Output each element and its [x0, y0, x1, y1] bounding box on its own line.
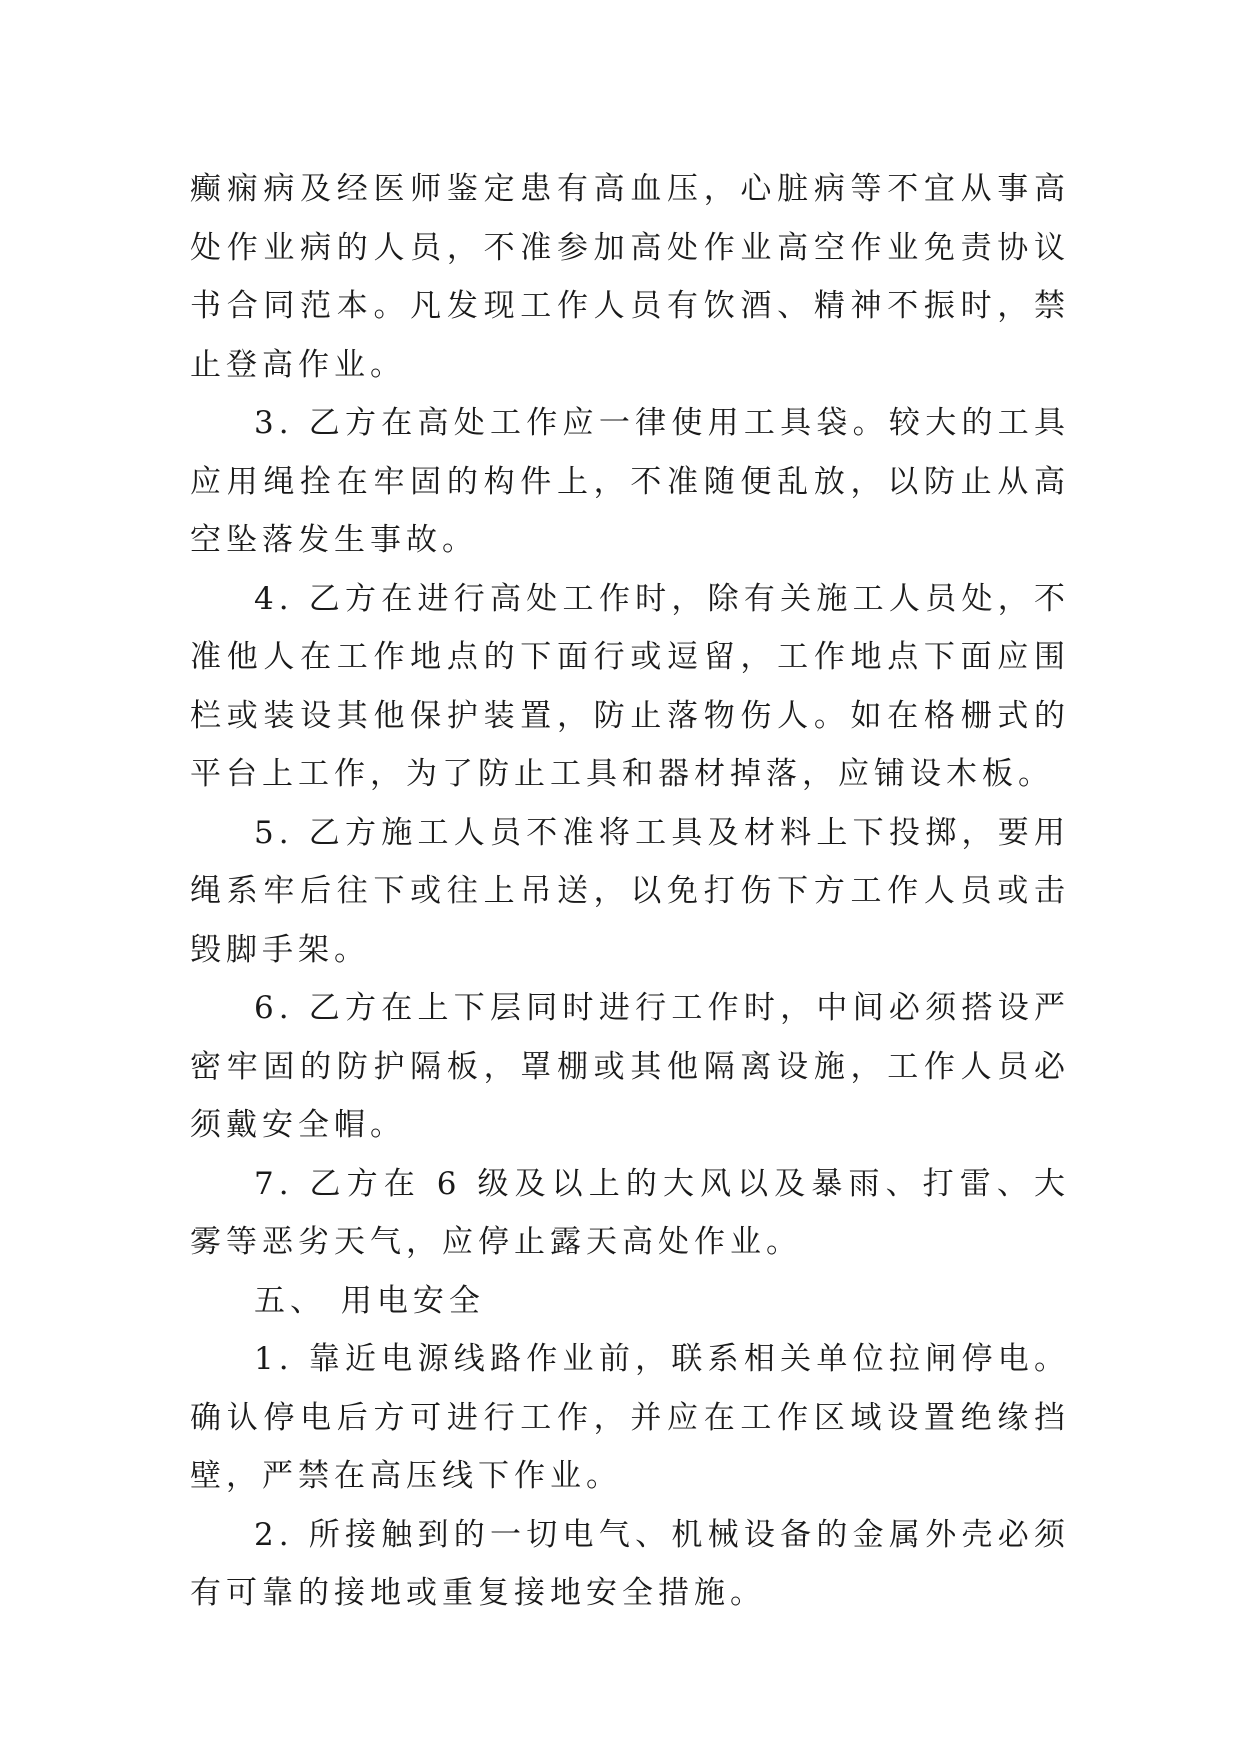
- paragraph-item-5: 5. 乙方施工人员不准将工具及材料上下投掷，要用绳系牢后往下或往上吊送，以免打伤下方工作人员或击毁脚手架。: [190, 814, 1070, 968]
- paragraph-item-6: 6. 乙方在上下层同时进行工作时，中间必须搭设严密牢固的防护隔板，罩棚或其他隔离设施，工作人员必须戴安全帽。: [190, 990, 1070, 1143]
- paragraph-item-3: 3. 乙方在高处工作应一律使用工具袋。较大的工具应用绳拴在牢固的构件上，不准随便乱放，以防止从高空坠落发生事故。: [190, 405, 1070, 558]
- paragraph-item-7: 7. 乙方在 6 级及以上的大风以及暴雨、打雷、大雾等恶劣天气，应停止露天高处作业。: [190, 1165, 1070, 1260]
- paragraph-electrical-item-1: 1. 靠近电源线路作业前，联系相关单位拉闸停电。确认停电后方可进行工作，并应在工作区域设置绝缘挡壁，严禁在高压线下作业。: [190, 1341, 1070, 1494]
- section-heading-electrical-safety: 五、 用电安全: [254, 1282, 485, 1319]
- paragraph-continuation: 癫痫病及经医师鉴定患有高血压，心脏病等不宜从事高处作业病的人员，不准参加高处作业高空作业免责协议书合同范本。凡发现工作人员有饮酒、精神不振时，禁止登高作业。: [190, 171, 1070, 383]
- paragraph-electrical-item-2: 2. 所接触到的一切电气、机械设备的金属外壳必须有可靠的接地或重复接地安全措施。: [190, 1516, 1070, 1611]
- paragraph-item-4: 4. 乙方在进行高处工作时，除有关施工人员处，不准他人在工作地点的下面行或逗留，工作地点下面应围栏或装设其他保护装置，防止落物伤人。如在格栅式的平台上工作，为了防止工具和器材掉落，应铺设木板。: [190, 580, 1070, 792]
- document-body: [190, 160, 1070, 1623]
